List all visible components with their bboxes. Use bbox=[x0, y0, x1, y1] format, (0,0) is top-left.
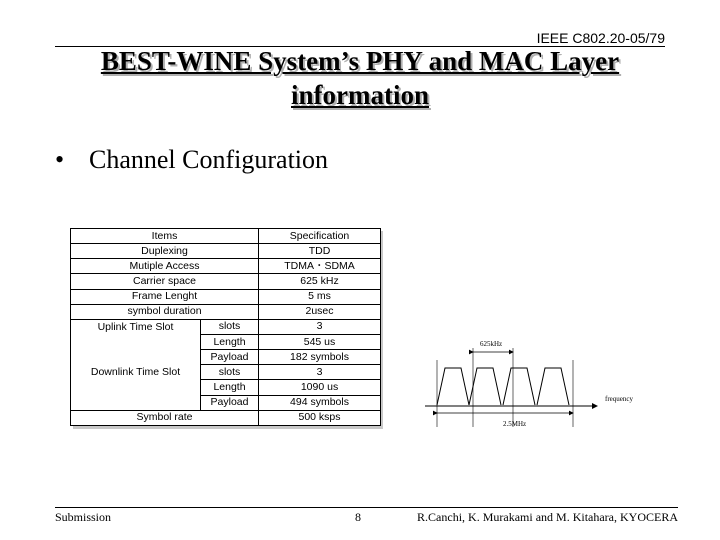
carrier-spectrum-diagram bbox=[425, 330, 675, 445]
row-spec: 1090 us bbox=[259, 380, 381, 395]
uplink-label: Uplink Time Slot bbox=[71, 319, 201, 334]
row-item: Carrier space bbox=[71, 274, 259, 289]
row-item: Duplexing bbox=[71, 244, 259, 259]
carrier-spacing-label: 625kHz bbox=[480, 340, 503, 348]
row-spec: 494 symbols bbox=[259, 395, 381, 410]
table-row bbox=[71, 259, 381, 274]
document-id: IEEE C802.20-05/79 bbox=[536, 30, 665, 46]
group-blank bbox=[71, 395, 201, 410]
sub-item: Payload bbox=[201, 350, 259, 365]
table-row bbox=[71, 304, 381, 319]
table-row bbox=[71, 289, 381, 304]
group-blank bbox=[71, 350, 201, 365]
row-spec: 182 symbols bbox=[259, 350, 381, 365]
row-item: symbol duration bbox=[71, 304, 259, 319]
table-row bbox=[71, 380, 381, 395]
title-line-2: information bbox=[291, 80, 429, 110]
carrier-shape bbox=[537, 368, 569, 405]
table-row bbox=[71, 350, 381, 365]
sub-item: slots bbox=[201, 365, 259, 380]
page-number: 8 bbox=[355, 510, 361, 524]
footer-rule bbox=[55, 507, 678, 508]
carrier-shape bbox=[469, 368, 501, 405]
table-row bbox=[71, 395, 381, 410]
carrier-shape bbox=[503, 368, 535, 405]
row-spec: 625 kHz bbox=[259, 274, 381, 289]
carrier-shape bbox=[437, 368, 469, 405]
bandwidth-label: 2.5MHz bbox=[503, 420, 527, 428]
row-spec: 3 bbox=[259, 319, 381, 334]
sub-item: Payload bbox=[201, 395, 259, 410]
table-row bbox=[71, 244, 381, 259]
header-spec: Specification bbox=[259, 229, 381, 244]
bullet-item bbox=[55, 144, 328, 176]
footer-authors: R.Canchi, K. Murakami and M. Kitahara, KYOCERA bbox=[417, 510, 678, 524]
sub-item: slots bbox=[201, 319, 259, 334]
spec-table bbox=[70, 228, 381, 426]
bullet-icon: • bbox=[55, 145, 65, 174]
row-spec: 545 us bbox=[259, 334, 381, 349]
row-spec: 5 ms bbox=[259, 289, 381, 304]
slide-title bbox=[60, 44, 660, 112]
row-item: Frame Lenght bbox=[71, 289, 259, 304]
sub-item: Length bbox=[201, 380, 259, 395]
frequency-axis-label: frequency bbox=[605, 395, 633, 403]
table-header-row bbox=[71, 229, 381, 244]
table-row bbox=[71, 365, 381, 380]
bullet-text: Channel Configuration bbox=[89, 145, 329, 174]
row-item: Mutiple Access bbox=[71, 259, 259, 274]
downlink-label: Downlink Time Slot bbox=[71, 365, 201, 380]
group-blank bbox=[71, 380, 201, 395]
row-spec: TDMA・SDMA bbox=[259, 259, 381, 274]
table-row bbox=[71, 274, 381, 289]
row-item: Symbol rate bbox=[71, 410, 259, 425]
group-blank bbox=[71, 334, 201, 349]
title-line-1: BEST-WINE System’s PHY and MAC Layer bbox=[100, 46, 620, 76]
sub-item: Length bbox=[201, 334, 259, 349]
table-row bbox=[71, 410, 381, 425]
row-spec: 3 bbox=[259, 365, 381, 380]
row-spec: 500 ksps bbox=[259, 410, 381, 425]
table-row bbox=[71, 319, 381, 334]
footer-submission: Submission bbox=[55, 510, 112, 524]
table-row bbox=[71, 334, 381, 349]
header-items: Items bbox=[71, 229, 259, 244]
row-spec: 2usec bbox=[259, 304, 381, 319]
row-spec: TDD bbox=[259, 244, 381, 259]
spec-table-container bbox=[70, 228, 380, 426]
